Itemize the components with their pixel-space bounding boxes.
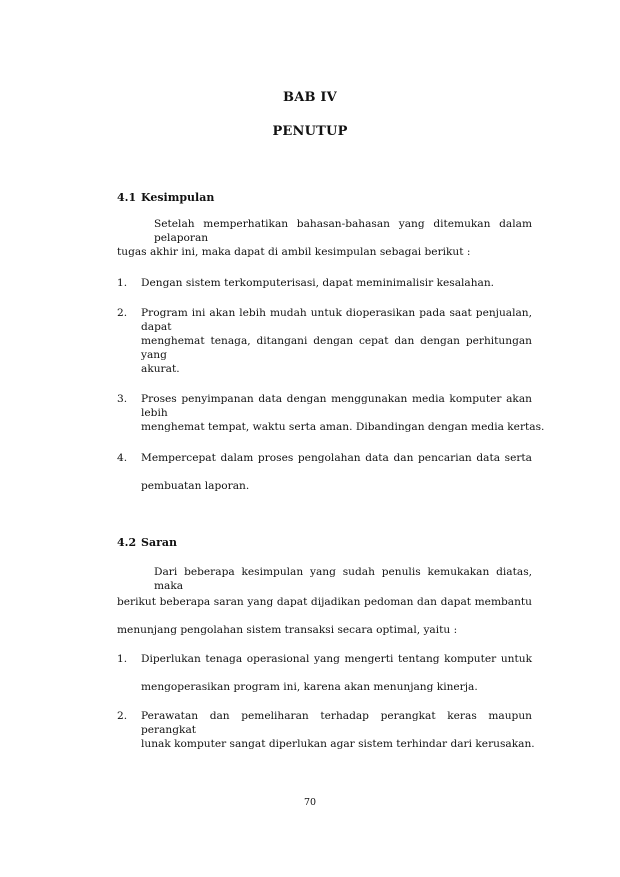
list-item-number: 4.	[117, 452, 128, 464]
paragraph-line: berikut beberapa saran yang dapat dijadikan pedoman dan dapat membantu	[117, 596, 532, 608]
list-item-number: 1.	[117, 277, 128, 289]
chapter-title: PENUTUP	[272, 124, 348, 139]
list-item-line: menghemat tenaga, ditangani dengan cepat dan dengan perhitungan yang	[141, 335, 532, 361]
section-title: Saran	[141, 536, 177, 549]
list-item-number: 2.	[117, 307, 128, 319]
section-number: 4.1	[117, 191, 137, 204]
paragraph-line: Setelah memperhatikan bahasan-bahasan yang ditemukan dalam pelaporan	[154, 218, 532, 244]
list-item-line: Diperlukan tenaga operasional yang mengerti tentang komputer untuk	[141, 653, 532, 665]
page-number: 70	[303, 797, 317, 808]
list-item-line: pembuatan laporan.	[141, 480, 250, 492]
list-item-line: mengoperasikan program ini, karena akan menunjang kinerja.	[141, 681, 478, 693]
list-item-line: Mempercepat dalam proses pengolahan data dan pencarian data serta	[141, 452, 532, 464]
list-item-number: 1.	[117, 653, 128, 665]
paragraph-line: menunjang pengolahan sistem transaksi secara optimal, yaitu :	[117, 624, 458, 636]
list-item-line: menghemat tempat, waktu serta aman. Dibandingan dengan media kertas.	[141, 421, 545, 433]
paragraph-line: Dari beberapa kesimpulan yang sudah penulis kemukakan diatas, maka	[154, 566, 532, 592]
section-number: 4.2	[117, 536, 137, 549]
section-heading-kesimpulan	[117, 191, 214, 204]
list-item-line: Dengan sistem terkomputerisasi, dapat meminimalisir kesalahan.	[141, 277, 495, 289]
list-item-line: Program ini akan lebih mudah untuk dioperasikan pada saat penjualan, dapat	[141, 307, 532, 333]
list-item-line: akurat.	[141, 363, 180, 375]
chapter-number: BAB IV	[283, 90, 337, 105]
paragraph-line: tugas akhir ini, maka dapat di ambil kesimpulan sebagai berikut :	[117, 246, 471, 258]
list-item-line: Perawatan dan pemeliharan terhadap perangkat keras maupun perangkat	[141, 710, 532, 736]
section-title: Kesimpulan	[141, 191, 215, 204]
section-heading-saran	[117, 536, 177, 549]
list-item-line: Proses penyimpanan data dengan menggunakan media komputer akan lebih	[141, 393, 532, 419]
list-item-line: lunak komputer sangat diperlukan agar sistem terhindar dari kerusakan.	[141, 738, 535, 750]
list-item-number: 2.	[117, 710, 128, 722]
list-item-number: 3.	[117, 393, 128, 405]
